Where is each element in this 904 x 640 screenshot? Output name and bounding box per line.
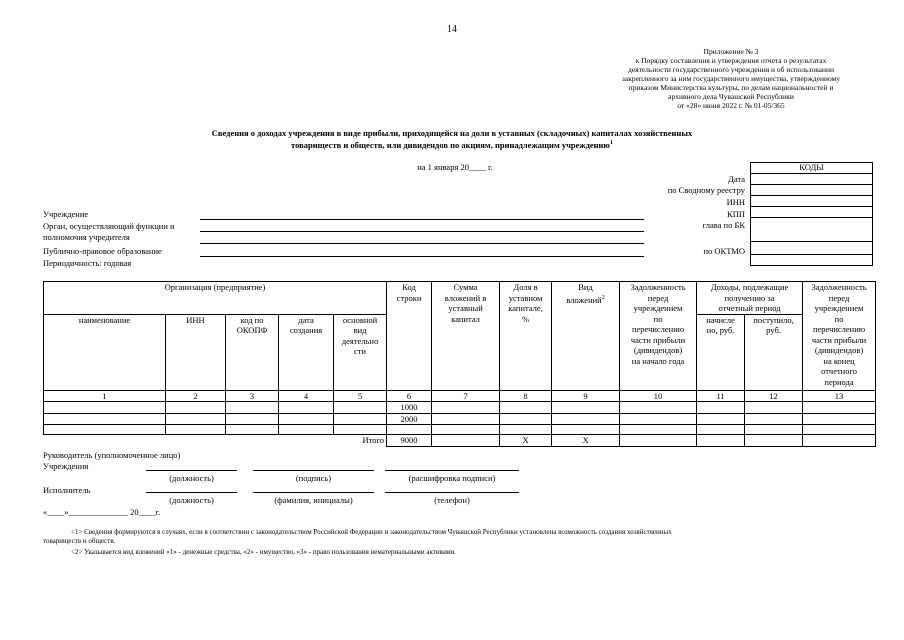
cell[interactable] [44,413,166,425]
label-institution: Учреждение [43,209,89,219]
code-cell-oktmo[interactable] [751,242,873,255]
col-number: 11 [697,390,745,402]
head-signature-field[interactable] [253,470,374,471]
head-position-field[interactable] [146,470,237,471]
cell[interactable] [745,435,803,447]
header-income: Доходы, подлежащие получению за отчетный период [697,282,803,315]
cell[interactable] [500,402,552,414]
header-investment-type: Вид вложений$^2$ [552,282,620,391]
cell[interactable] [432,413,500,425]
col-number: 8 [500,390,552,402]
caption-decode: (расшифровка подписи) [408,473,496,483]
appendix-line: закрепленного за ним государственного имущества, утвержденному [621,74,841,83]
institution-field[interactable] [200,219,644,220]
code-cell-date[interactable] [751,174,873,185]
caption-phone: (телефон) [434,495,470,505]
executor-position-field[interactable] [146,492,237,493]
cell[interactable] [334,413,387,425]
cell[interactable] [432,435,500,447]
head-decode-field[interactable] [385,470,519,471]
label-municipal: Публично-правовое образование [43,246,162,256]
caption-position: (должность) [169,473,214,483]
cell[interactable] [44,425,166,435]
cell[interactable] [226,413,279,425]
organ-field-2[interactable] [200,243,644,244]
label-executor: Исполнитель [43,485,91,495]
column-numbers-row [44,390,876,402]
document-title-line2: товариществ и обществ, или дивидендов по акциям, принадлежащим учреждению [291,139,610,150]
codes-label-inn: ИНН [726,197,745,207]
code-cell-extra[interactable] [751,255,873,266]
executor-phone-field[interactable] [385,492,519,493]
appendix-line: к Порядку составления и утверждения отчета о результатах [635,56,827,65]
col-number: 10 [620,390,697,402]
cell[interactable] [279,402,334,414]
label-organ-2: полномочия учредителя [43,232,130,242]
header-row-code: Код строки [387,282,432,391]
cell[interactable] [697,413,745,425]
header-share: Доля в уставном капитале, % [500,282,552,391]
cell[interactable] [334,425,387,435]
col-number: 5 [334,390,387,402]
signature-date[interactable]: «____»______________ 20____г. [43,507,161,517]
col-number: 7 [432,390,500,402]
caption-signature: (подпись) [295,473,332,483]
appendix-line: приказом Министерства культуры, по делам национальностей и [628,83,834,92]
header-inn: ИНН [166,314,226,390]
cell[interactable] [166,413,226,425]
cell[interactable] [803,402,876,414]
page-number: 14 [447,24,457,35]
col-number: 3 [226,390,279,402]
appendix-line: архивного дела Чувашской Республики [668,92,794,101]
label-organ-1: Орган, осуществляющий функции и [43,221,175,231]
table-row [44,413,876,425]
cell[interactable] [745,413,803,425]
cell[interactable] [552,425,620,435]
code-cell-inn[interactable] [751,196,873,207]
total-code: 9000 [387,435,432,447]
income-table [43,281,876,447]
cell[interactable] [620,435,697,447]
header-accrued: начисле но, руб. [697,314,745,390]
code-cell-kpp[interactable] [751,207,873,218]
cell[interactable] [166,402,226,414]
cell[interactable] [620,413,697,425]
total-x: X [552,435,620,447]
appendix-title: Приложение № 3 [703,47,759,56]
header-organization: Организация (предприятие) [44,282,387,315]
cell[interactable] [432,425,500,435]
col-number: 4 [279,390,334,402]
total-x: X [500,435,552,447]
header-name: наименование [44,314,166,390]
table-row [44,402,876,414]
codes-label-reestr: по Сводному реестру [667,185,745,195]
header-activity: основной вид деятельно сти [334,314,387,390]
col-number: 2 [166,390,226,402]
row-code [387,425,432,435]
cell[interactable] [226,402,279,414]
footnote-1: <1> Сведения формируются в случаях, если в соответствии с законодательством Российской Федерации и законодательством Чувашской Республики установлена возможность создания хозяйственных [71,528,672,536]
cell[interactable] [620,425,697,435]
cell[interactable] [552,402,620,414]
organ-field-1[interactable] [200,231,644,232]
codes-label-glava: глава по БК [702,220,745,230]
col-number: 12 [745,390,803,402]
cell[interactable] [803,435,876,447]
code-cell-reestr[interactable] [751,185,873,196]
cell[interactable] [334,402,387,414]
cell[interactable] [44,402,166,414]
cell[interactable] [697,402,745,414]
table-row [44,425,876,435]
header-okopf: код по ОКОПФ [226,314,279,390]
codes-header: КОДЫ [751,163,873,174]
cell[interactable] [697,425,745,435]
footnote-2: <2> Указывается вид вложений «1» - денежные средства, «2» - имущество, «3» - право пользования нематериальными активами. [71,548,456,556]
cell[interactable] [226,425,279,435]
row-code: 2000 [387,413,432,425]
appendix-block [598,47,864,110]
codes-table [750,162,873,266]
cell[interactable] [279,413,334,425]
document-title-line1: Сведения о доходах учреждения в виде прибыли, приходящейся на доли в уставных (складочных) капиталах хозяйственных [211,128,693,138]
cell[interactable] [697,435,745,447]
col-number: 1 [44,390,166,402]
executor-name-field[interactable] [253,492,374,493]
cell[interactable] [620,402,697,414]
row-code: 1000 [387,402,432,414]
header-investment-sum: Сумма вложений в уставный капитал [432,282,500,391]
appendix-line: от «28» июня 2022 г. № 01-05/365 [677,101,785,110]
municipal-field[interactable] [200,256,644,257]
cell[interactable] [745,402,803,414]
footnote-1-cont: товариществ и обществ. [43,537,116,545]
report-date: на 1 января 20____ г. [417,162,493,172]
caption-fio: (фамилия, инициалы) [274,495,353,505]
footnote-ref-1: 1 [609,140,613,146]
label-periodicity: Периодичность: годовая [43,258,132,268]
header-received: поступило, руб. [745,314,803,390]
header-creation-date: дата создания [279,314,334,390]
total-row [44,435,876,447]
cell[interactable] [432,402,500,414]
cell[interactable] [500,413,552,425]
cell[interactable] [500,425,552,435]
cell[interactable] [279,425,334,435]
col-number: 6 [387,390,432,402]
header-debt-start: Задолженность перед учреждением по перечислению части прибыли (дивидендов) на начало года [620,282,697,391]
label-head-institution: Учреждения [43,461,89,471]
cell[interactable] [552,413,620,425]
codes-label-kpp: КПП [727,209,745,219]
document-title [120,128,784,150]
header-debt-end: Задолженность перед учреждением по перечислению части прибыли (дивидендов) на конец отчетного периода [803,282,876,391]
codes-label-oktmo: по ОКТМО [703,246,745,256]
appendix-line: деятельности государственного учреждения и об использовании [627,65,835,74]
cell[interactable] [803,413,876,425]
codes-label-date: Дата [728,174,745,184]
cell[interactable] [803,425,876,435]
col-number: 9 [552,390,620,402]
caption-position-2: (должность) [169,495,214,505]
label-head: Руководитель (уполномоченное лицо) [43,450,181,460]
cell[interactable] [166,425,226,435]
total-label: Итого [44,435,387,447]
col-number: 13 [803,390,876,402]
cell[interactable] [745,425,803,435]
code-cell-glava[interactable] [751,218,873,242]
